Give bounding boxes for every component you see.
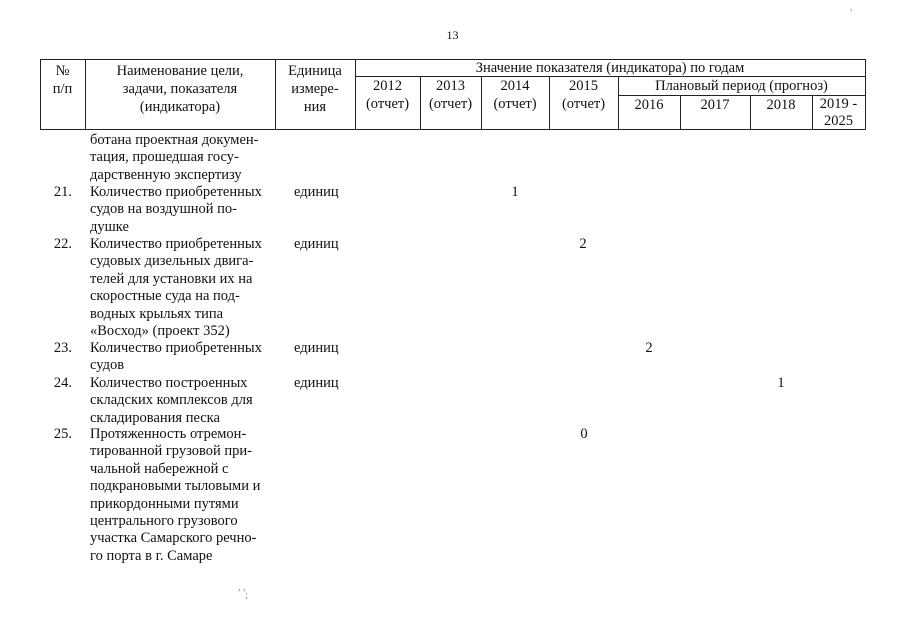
- row-unit: единиц: [294, 236, 339, 252]
- row-value: 1: [777, 375, 785, 391]
- header-unit: Единица измере- ния: [288, 63, 342, 115]
- header-year-2014: 2014: [500, 78, 530, 94]
- row-name: Протяженность отремон- тированной грузовой при- чальной набережной с подкрановыми тыловыми и прикордонными путями центрального грузового участка Самарского речно- го порта в г. Самаре: [90, 426, 261, 564]
- row-number: 21.: [53, 184, 72, 200]
- scan-speck: , ,: [238, 582, 246, 593]
- scan-speck: ,: [850, 2, 853, 13]
- header-year-2013: 2013: [436, 78, 465, 94]
- header-year-2015: 2015: [569, 78, 598, 94]
- row-unit: единиц: [294, 340, 339, 356]
- continuation-text: ботана проектная докумен- тация, прошедшая госу- дарственную экспертизу: [90, 132, 259, 183]
- page-number: 13: [446, 28, 459, 42]
- row-number: 25.: [53, 426, 72, 442]
- row-number: 24.: [53, 375, 72, 391]
- header-values-group: Значение показателя (индикатора) по годам: [475, 60, 745, 76]
- row-name: Количество построенных складских комплексов для складирования песка: [90, 375, 253, 426]
- row-number: 23.: [53, 340, 72, 356]
- row-unit: единиц: [294, 184, 339, 200]
- header-year-2017: 2017: [700, 97, 730, 113]
- scan-speck: ;: [245, 590, 248, 601]
- row-value: 2: [579, 236, 587, 252]
- header-note-2014: (отчет): [493, 96, 537, 112]
- row-unit: единиц: [294, 375, 339, 391]
- row-number: 22.: [53, 236, 72, 252]
- header-year-2016: 2016: [634, 97, 664, 113]
- header-year-2019-2025: 2019 - 2025: [819, 96, 858, 129]
- row-name: Количество приобретенных судовых дизельных двига- телей для установки их на скоростные суда на под- водных крыльях типа «Восход» (проект 352): [90, 236, 262, 340]
- row-value: 1: [511, 184, 519, 200]
- header-note-2015: (отчет): [561, 96, 606, 112]
- row-name: Количество приобретенных судов на воздушной по- душке: [90, 184, 262, 235]
- header-num: № п/п: [52, 63, 73, 97]
- row-name: Количество приобретенных судов: [90, 340, 262, 374]
- row-value: 2: [645, 340, 653, 356]
- header-plan-group: Плановый период (прогноз): [655, 78, 828, 94]
- header-note-2012: (отчет): [365, 96, 410, 112]
- header-year-2018: 2018: [766, 97, 796, 113]
- header-note-2013: (отчет): [428, 96, 473, 112]
- header-name: Наименование цели, задачи, показателя (индикатора): [116, 63, 244, 115]
- row-value: 0: [580, 426, 588, 442]
- header-year-2012: 2012: [373, 78, 402, 94]
